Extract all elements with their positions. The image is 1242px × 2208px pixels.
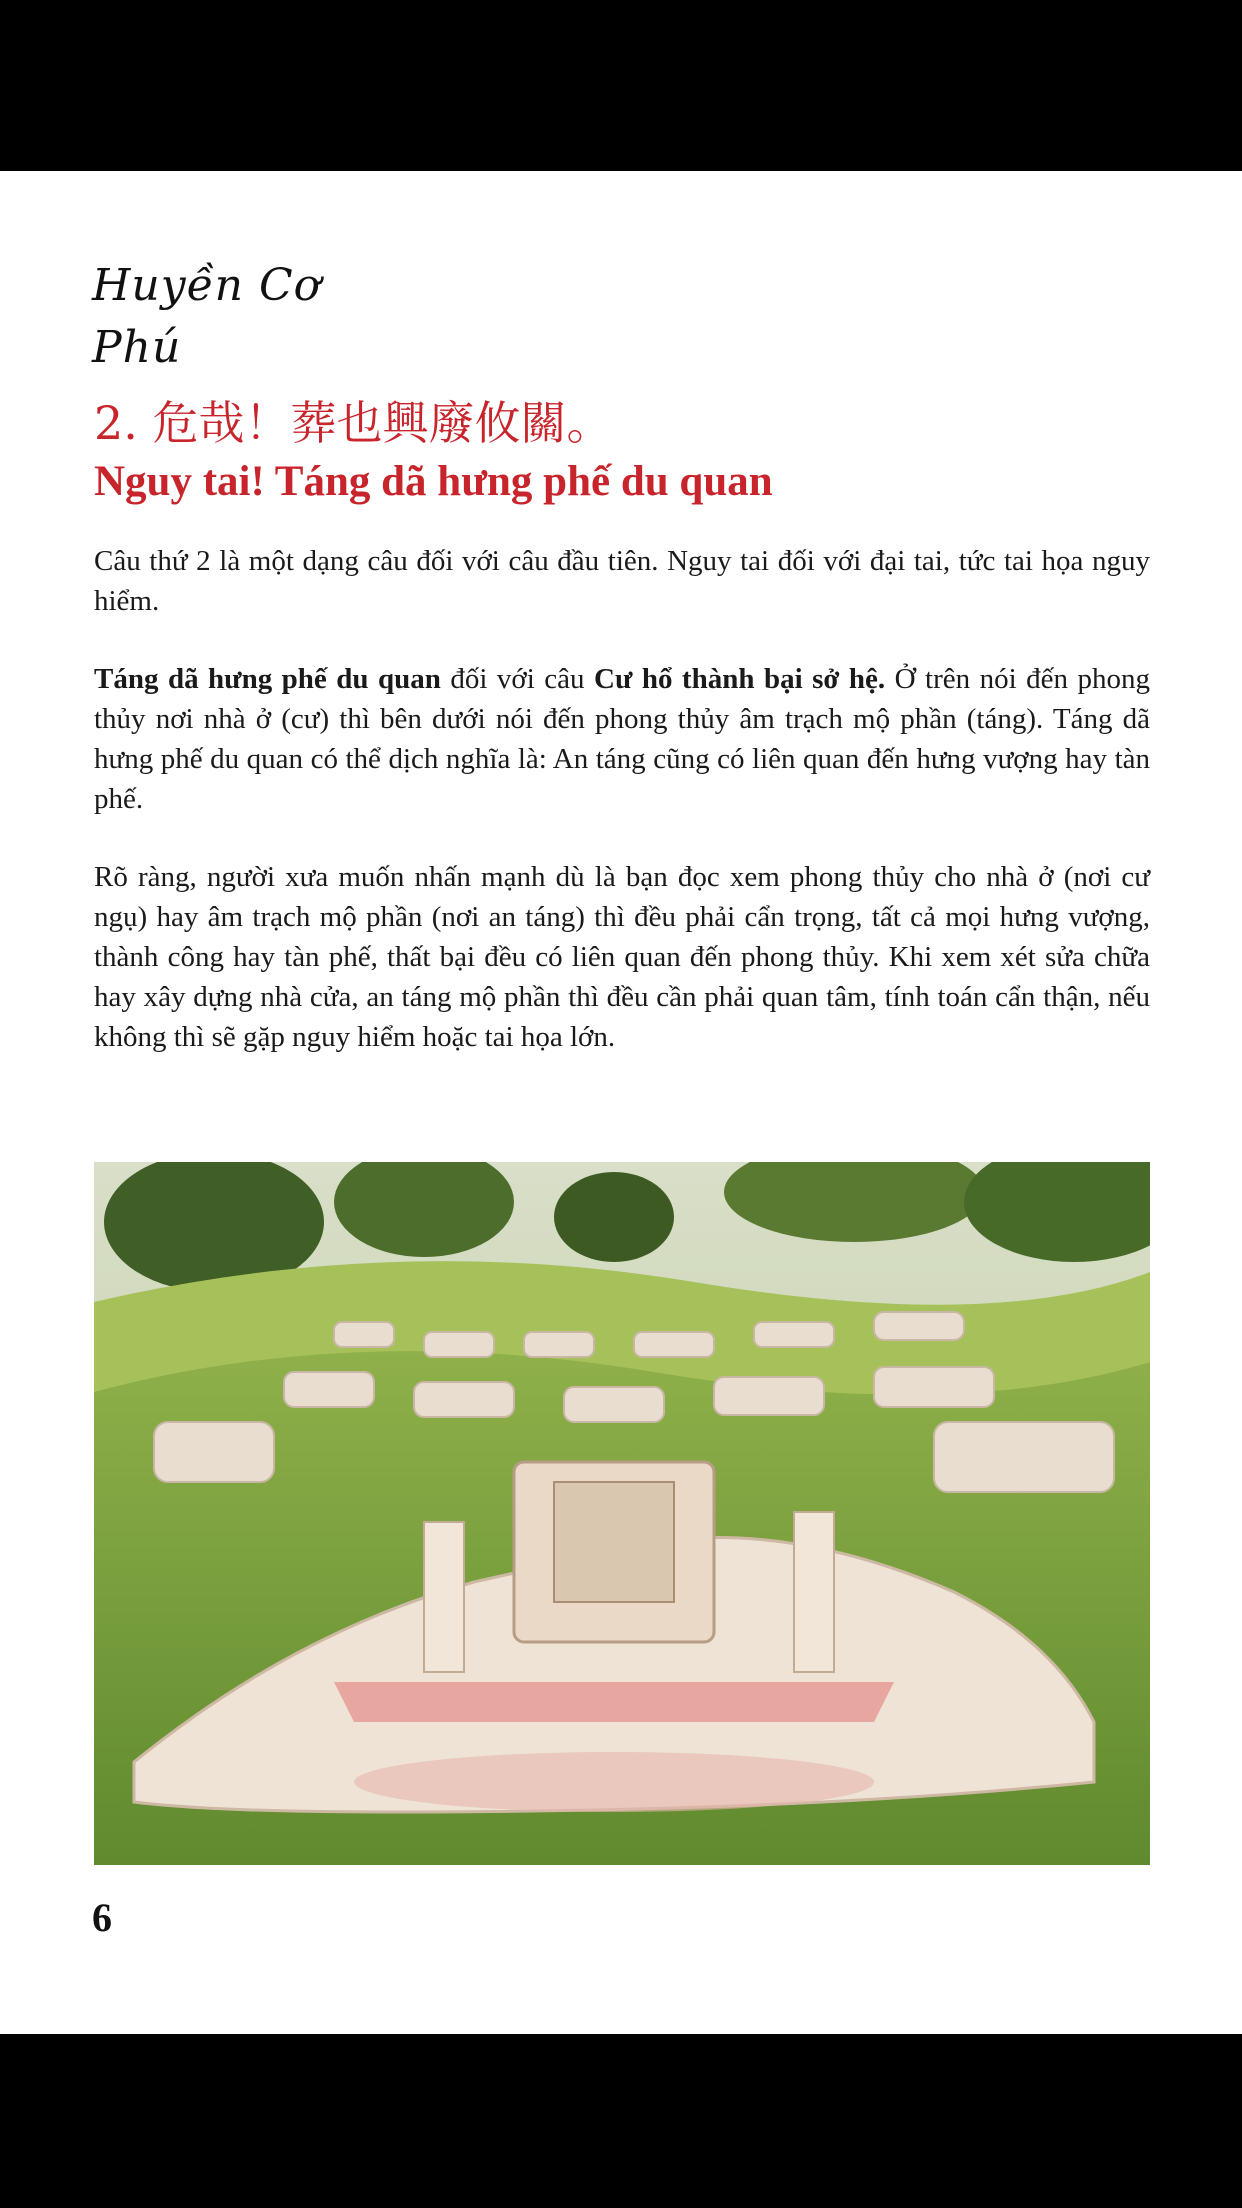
brand-logo-text: Huyền Cơ Phú (92, 260, 322, 373)
page-number: 6 (92, 1895, 112, 1940)
bold-phrase: Táng dã hưng phế du quan (94, 663, 441, 695)
cemetery-photo (94, 1162, 1150, 1865)
paragraph-2 (94, 659, 1150, 819)
book-page (0, 171, 1242, 2034)
paragraph-text: đối với câu (440, 663, 594, 695)
brand-logo (92, 255, 352, 373)
section-heading-vietnamese: Nguy tai! Táng dã hưng phế du quan (94, 458, 773, 505)
bold-phrase: Cư hổ thành bại sở hệ. (594, 663, 886, 695)
paragraph-text: Ở trên nói đến phong thủy nơi nhà ở (cư) thì bên dưới nói đến phong thủy âm trạch mộ phần (táng). Táng dã hưng phế du quan có thể dịch nghĩa là: An táng cũng có liên quan đến hưng vượng hay tàn phế. (94, 663, 1150, 815)
paragraph-3: Rõ ràng, người xưa muốn nhấn mạnh dù là bạn đọc xem phong thủy cho nhà ở (nơi cư ngụ) hay âm trạch mộ phần (nơi an táng) thì đều phải cẩn trọng, tất cả mọi hưng vượng, thành công hay tàn phế, thất bại đều có liên quan đến phong thủy. Khi xem xét sửa chữa hay xây dựng nhà cửa, an táng mộ phần thì đều cần phải quan tâm, tính toán cẩn thận, nếu không thì sẽ gặp nguy hiểm hoặc tai họa lớn. (94, 861, 1150, 1053)
section-heading-chinese: 2. 危哉！葬也興廢攸關。 (94, 396, 613, 450)
paragraph-1: Câu thứ 2 là một dạng câu đối với câu đầu tiên. Nguy tai đối với đại tai, tức tai họa nguy hiểm. (94, 545, 1150, 617)
